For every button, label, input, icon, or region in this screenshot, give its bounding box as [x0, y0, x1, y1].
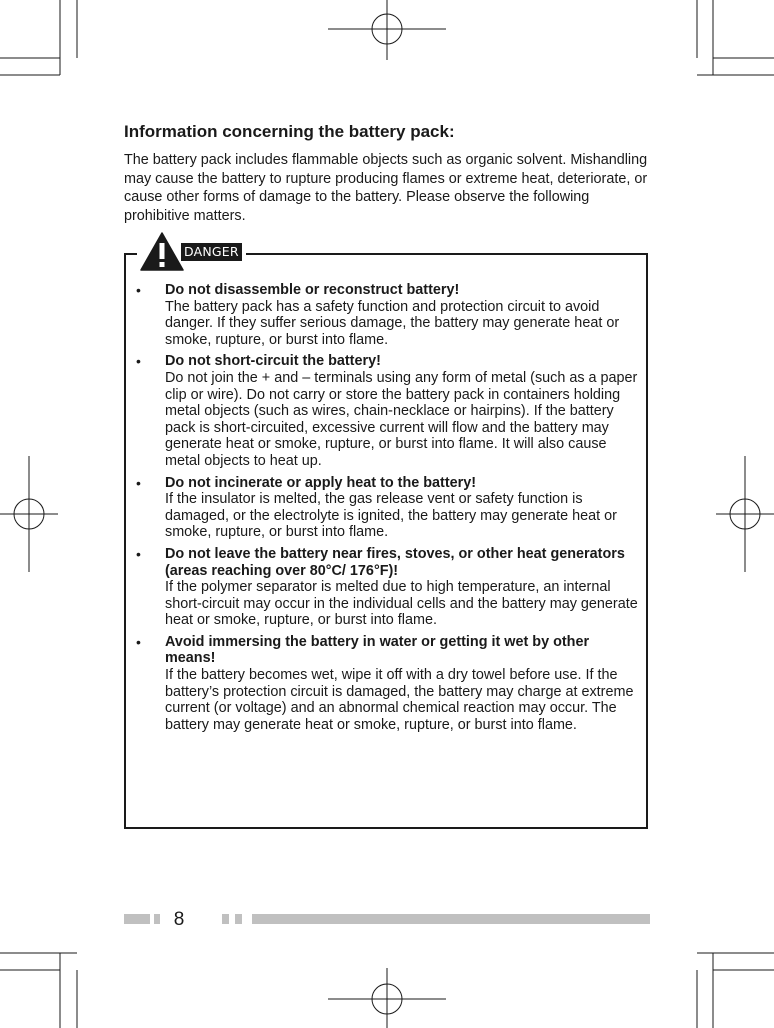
- section-heading: Information concerning the battery pack:: [124, 122, 455, 141]
- item-title: Do not short-circuit the battery!: [165, 353, 381, 370]
- list-item: [131, 546, 641, 629]
- item-title: Do not disassemble or reconstruct battery!: [165, 282, 460, 298]
- list-item: [131, 634, 641, 734]
- item-body: If the insulator is melted, the gas release vent or safety function is damaged, or the electrolyte is ignited, the battery may generate heat or smoke, rupture, or burst into flame.: [165, 491, 617, 541]
- bullet-icon: •: [136, 353, 141, 370]
- item-title: Do not incinerate or apply heat to the battery!: [165, 474, 477, 491]
- item-body: Do not join the + and – terminals using any form of metal (such as a paper clip or wire). Do not carry or store the battery pack in containers holding metal objects (such as wires, chain-necklace or hairpins). If the battery pack is short-circuited, excessive current will flow and the battery may generate heat or smoke, rupture, or burst into flame. It will also cause metal objects to heat up.: [165, 369, 638, 469]
- bullet-icon: •: [136, 633, 141, 650]
- danger-list: [131, 282, 641, 738]
- warning-triangle-icon: [140, 231, 184, 271]
- item-body: The battery pack has a safety function and protection circuit to avoid danger. If they suffer serious damage, the battery may generate heat or smoke, rupture, or burst into flame.: [165, 298, 620, 348]
- danger-tag: [137, 230, 246, 272]
- footer-bar-left-small: [154, 914, 160, 924]
- item-body: If the battery becomes wet, wipe it off with a dry towel before use. If the battery’s protection circuit is damaged, the battery may charge at extreme current (or voltage) and an abnormal chemical reaction may occur. The battery may generate heat or smoke, rupture, or burst into flame.: [165, 667, 634, 733]
- danger-label: DANGER: [181, 243, 242, 261]
- page-number: 8: [173, 909, 185, 930]
- bullet-icon: •: [136, 545, 141, 562]
- item-title: Avoid immersing the battery in water or getting it wet by other means!: [165, 633, 590, 667]
- footer-bar-right: [252, 914, 650, 924]
- list-item: [131, 353, 641, 469]
- footer-bar-left: [124, 914, 150, 924]
- item-body: If the polymer separator is melted due to high temperature, an internal short-circuit may occur in the individual cells and the battery may generate heat or smoke, rupture, or burst into flame.: [165, 579, 638, 629]
- list-item: [131, 475, 641, 541]
- list-item: [131, 282, 641, 348]
- item-title: Do not leave the battery near fires, stoves, or other heat generators (areas reaching over 80°C/ 176°F)!: [165, 545, 625, 579]
- footer-bar-right-small-2: [235, 914, 242, 924]
- intro-paragraph: The battery pack includes flammable objects such as organic solvent. Mishandling may cause the battery to rupture producing flames or extreme heat, deteriorate, or cause other forms of damage to the battery. Please observe the following prohibitive matters.: [124, 152, 648, 224]
- bullet-icon: •: [136, 282, 141, 298]
- footer-bar-right-small-1: [222, 914, 229, 924]
- bullet-icon: •: [136, 474, 141, 491]
